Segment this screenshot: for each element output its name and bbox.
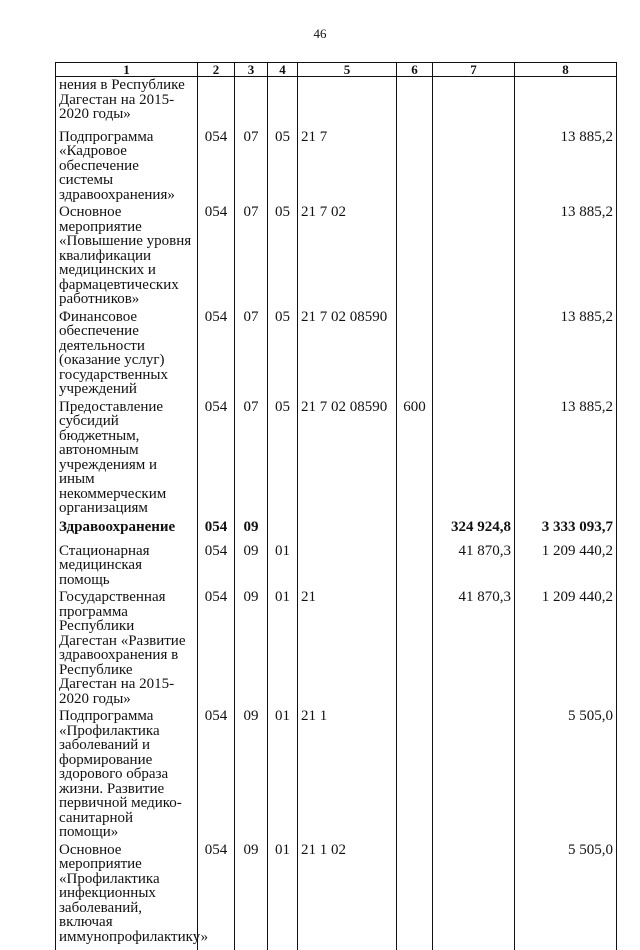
expense-type-cell [397,541,433,588]
expense-type-cell: 600 [397,397,433,516]
amount-cell: 13 885,2 [515,307,617,397]
section-cell: 07 [235,202,268,307]
expense-type-cell [397,127,433,203]
column-header: 3 [235,63,268,77]
column-header: 2 [198,63,235,77]
expense-type-cell [397,587,433,706]
row-name-cell: Предоставление субсидий бюджетным, автономным учреждениям и иным некоммерческим организациям [56,397,198,516]
subsection-cell: 01 [268,706,298,840]
row-name-cell: Здравоохранение [56,516,198,541]
row-name-cell: Стационарная медицинская помощь [56,541,198,588]
budget-table [55,62,617,950]
column-header: 8 [515,63,617,77]
column-header: 6 [397,63,433,77]
column-header: 5 [298,63,397,77]
table-row [56,706,617,840]
table-row [56,307,617,397]
amount-cell [433,397,515,516]
row-name-cell: Основное мероприятие «Профилактика инфекционных заболеваний, включая иммунопрофилактику» [56,840,198,950]
page-number: 46 [313,26,327,41]
row-name-cell: Подпрограмма «Профилактика заболеваний и формирование здорового образа жизни. Развитие первичной медико-санитарной помощи» [56,706,198,840]
amount-cell [515,77,617,127]
table-row [56,397,617,516]
row-name-cell: Основное мероприятие «Повышение уровня квалификации медицинских и фармацевтических работников» [56,202,198,307]
section-cell: 07 [235,307,268,397]
section-cell: 07 [235,397,268,516]
code-cell: 054 [198,541,235,588]
expense-type-cell [397,202,433,307]
column-header: 4 [268,63,298,77]
subsection-cell: 01 [268,587,298,706]
subsection-cell: 05 [268,127,298,203]
expense-type-cell [397,77,433,127]
amount-cell: 1 209 440,2 [515,587,617,706]
expense-type-cell [397,840,433,950]
subsection-cell: 01 [268,541,298,588]
target-article-cell: 21 1 02 [298,840,397,950]
column-header: 7 [433,63,515,77]
code-cell: 054 [198,307,235,397]
subsection-cell [268,77,298,127]
table-header-row [56,63,617,77]
amount-cell [433,77,515,127]
amount-cell [433,202,515,307]
column-header: 1 [56,63,198,77]
target-article-cell [298,541,397,588]
table-row [56,587,617,706]
target-article-cell [298,516,397,541]
row-name-cell: Финансовое обеспечение деятельности (оказание услуг) государственных учреждений [56,307,198,397]
code-cell: 054 [198,706,235,840]
expense-type-cell [397,516,433,541]
expense-type-cell [397,706,433,840]
expense-type-cell [397,307,433,397]
code-cell: 054 [198,127,235,203]
section-cell: 09 [235,706,268,840]
target-article-cell: 21 7 02 [298,202,397,307]
row-name-cell: Государственная программа Республики Дагестан «Развитие здравоохранения в Республике Дагестан на 2015-2020 годы» [56,587,198,706]
section-cell: 09 [235,516,268,541]
row-name-cell: Подпрограмма «Кадровое обеспечение системы здравоохранения» [56,127,198,203]
section-cell [235,77,268,127]
amount-cell [433,307,515,397]
subsection-cell [268,516,298,541]
table-row [56,127,617,203]
code-cell: 054 [198,397,235,516]
amount-cell [433,127,515,203]
code-cell: 054 [198,840,235,950]
amount-cell: 5 505,0 [515,706,617,840]
code-cell: 054 [198,202,235,307]
table-row [56,516,617,541]
amount-cell: 324 924,8 [433,516,515,541]
section-cell: 09 [235,541,268,588]
table-row [56,77,617,127]
target-article-cell: 21 7 02 08590 [298,307,397,397]
subsection-cell: 05 [268,307,298,397]
amount-cell: 1 209 440,2 [515,541,617,588]
amount-cell [433,706,515,840]
code-cell [198,77,235,127]
amount-cell: 13 885,2 [515,202,617,307]
section-cell: 07 [235,127,268,203]
code-cell: 054 [198,516,235,541]
amount-cell: 5 505,0 [515,840,617,950]
amount-cell: 13 885,2 [515,127,617,203]
table-row [56,541,617,588]
row-name-cell: нения в Республике Дагестан на 2015-2020 годы» [56,77,198,127]
table-row [56,202,617,307]
target-article-cell: 21 [298,587,397,706]
amount-cell: 41 870,3 [433,541,515,588]
subsection-cell: 05 [268,397,298,516]
table-row [56,840,617,950]
amount-cell: 3 333 093,7 [515,516,617,541]
target-article-cell: 21 7 02 08590 [298,397,397,516]
section-cell: 09 [235,587,268,706]
target-article-cell: 21 1 [298,706,397,840]
amount-cell [433,840,515,950]
section-cell: 09 [235,840,268,950]
amount-cell: 13 885,2 [515,397,617,516]
subsection-cell: 05 [268,202,298,307]
subsection-cell: 01 [268,840,298,950]
amount-cell: 41 870,3 [433,587,515,706]
code-cell: 054 [198,587,235,706]
target-article-cell [298,77,397,127]
target-article-cell: 21 7 [298,127,397,203]
